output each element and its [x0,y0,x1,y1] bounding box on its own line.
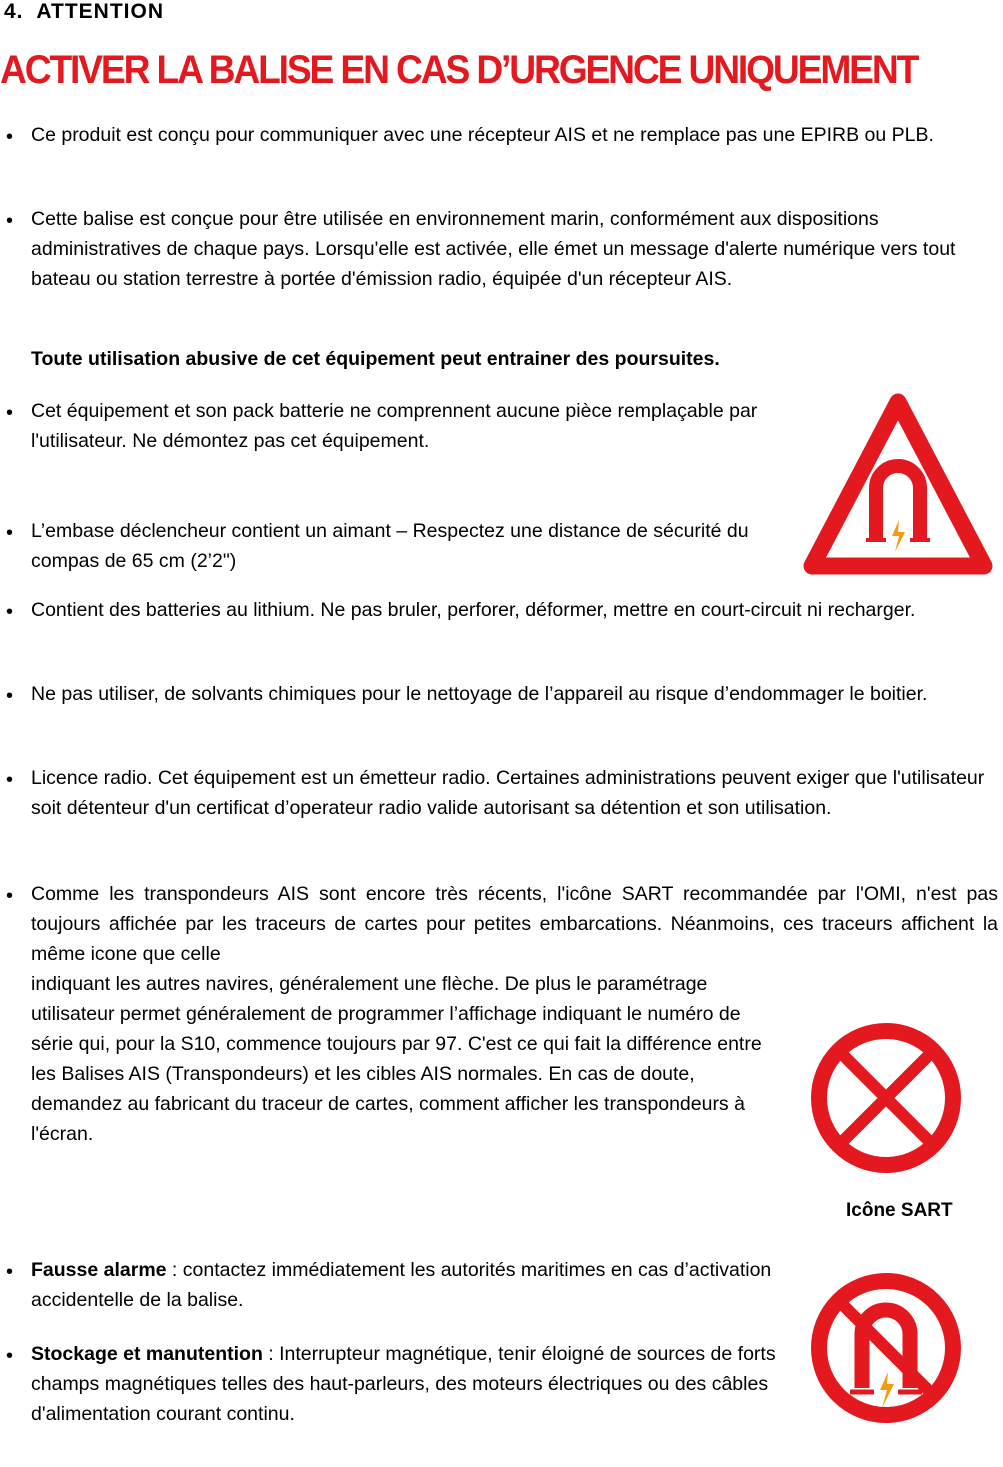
paragraph-chemical-solvents: Ne pas utiliser, de solvants chimiques pour le nettoyage de l’appareil au risque d’endommager le boitier. [31,683,928,705]
magnet-warning-triangle-icon [800,390,996,580]
paragraph-radio-licence: Licence radio. Cet équipement est un émetteur radio. Certaines administrations peuvent exiger que l'utilisateur soit détenteur d'un certificat d’operateur radio valide autorisant sa détention et son utilisation. [31,767,985,819]
urgent-headline: ACTIVER LA BALISE EN CAS D’URGENCE UNIQUEMENT [0,48,918,92]
bullet: • [6,210,14,232]
paragraph-ais-receiver: Ce produit est conçu pour communiquer avec une récepteur AIS et ne remplace pas une EPIRB ou PLB. [31,124,934,146]
paragraph-marine-use: Cette balise est conçue pour être utilisée en environnement marin, conformément aux dispositions administratives de chaque pays. Lorsqu'elle est activée, elle émet un message d'alerte numérique vers tout bateau ou station terrestre à portée d'émission radio, équipée d'un récepteur AIS. [31,208,956,290]
no-magnet-prohibition-icon [806,1268,966,1428]
storage-text: : Interrupteur magnétique, tenir éloigné de sources de forts champs magnétiques telles des haut-parleurs, des moteurs électriques ou des câbles d'alimentation courant continu. [31,1343,776,1425]
bullet: • [6,522,14,544]
paragraph-storage-handling [31,1339,783,1429]
bullet: • [6,601,14,623]
storage-label: Stockage et manutention [31,1343,263,1365]
warning-abuse: Toute utilisation abusive de cet équipement peut entrainer des poursuites. [31,348,720,370]
false-alarm-label: Fausse alarme [31,1259,167,1281]
bullet: • [6,402,14,424]
sart-crossed-circle-icon [806,1018,966,1178]
bullet: • [6,126,14,148]
bullet: • [6,1261,14,1283]
bullet: • [6,1345,14,1367]
paragraph-sart-icon-a: Comme les transpondeurs AIS sont encore très récents, l'icône SART recommandée par l'OMI, n'est pas toujours affichée par les traceurs de cartes pour petites embarcations. Néanmoins, ces traceurs affichent la même icone que celle [31,883,998,965]
paragraph-sart-icon-b: indiquant les autres navires, généralement une flèche. De plus le paramétrage utilisateur permet généralement de programmer l’affichage indiquant le numéro de série qui, pour la S10, commence toujours par 97. C'est ce qui fait la différence entre les Balises AIS (Transpondeurs) et les cibles AIS normales. En cas de doute, demandez au fabricant du traceur de cartes, comment afficher les transpondeurs à l'écran. [31,973,762,1145]
paragraph-lithium-batteries: Contient des batteries au lithium. Ne pas bruler, perforer, déformer, mettre en court-circuit ni recharger. [31,599,916,621]
paragraph-false-alarm [31,1255,811,1315]
paragraph-no-user-parts: Cet équipement et son pack batterie ne comprennent aucune pièce remplaçable par l'utilisateur. Ne démontez pas cet équipement. [31,400,758,452]
section-title [4,0,164,24]
bullet: • [6,685,14,707]
paragraph-magnet-distance: L’embase déclencheur contient un aimant – Respectez une distance de sécurité du compas de 65 cm (2’2") [31,520,749,572]
section-title-text: ATTENTION [36,0,165,23]
sart-caption: Icône SART [846,1200,953,1221]
false-alarm-text: : contactez immédiatement les autorités maritimes en cas d’activation accidentelle de la balise. [31,1259,772,1311]
bullet: • [6,769,14,791]
bullet: • [6,885,14,907]
section-number: 4. [4,0,24,23]
